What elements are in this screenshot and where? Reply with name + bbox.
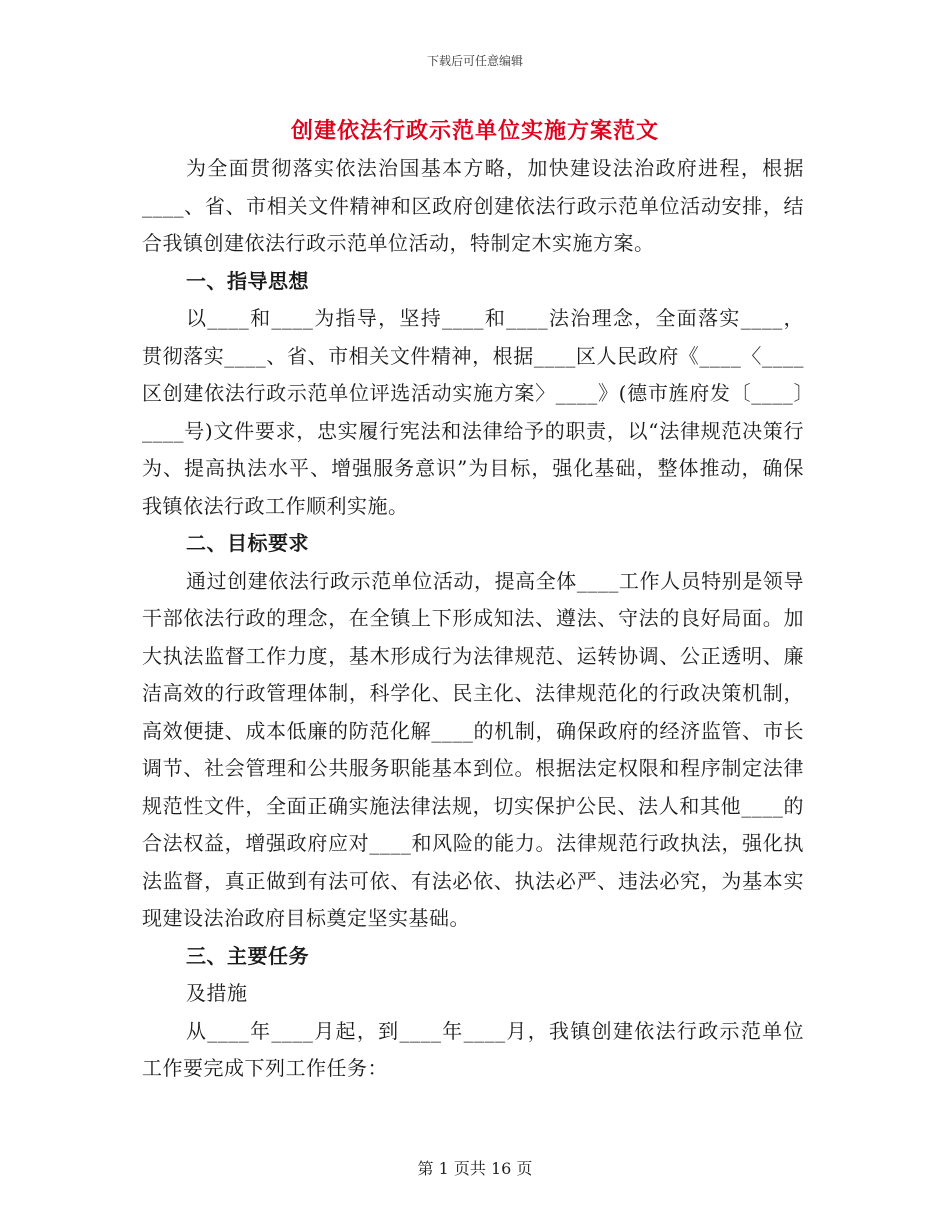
document-body bbox=[142, 150, 804, 1088]
section-heading-3: 三、主要任务 bbox=[186, 943, 309, 968]
page-header: 下载后可任意编辑 bbox=[426, 54, 523, 68]
intro-paragraph: 为全面贯彻落实依法治国基本方略，加快建设法治政府进程，根据____、省、市相关文件精神和区政府创建依法行政示范单位活动安排，结合我镇创建依法行政示范单位活动，特制定木实施方案。 bbox=[142, 156, 804, 255]
section-heading-2: 二、目标要求 bbox=[186, 531, 309, 555]
section-heading-3-continued: 及措施 bbox=[186, 981, 248, 1005]
document-title: 创建依法行政示范单位实施方案范文 bbox=[290, 118, 659, 144]
goals-paragraph: 通过创建依法行政示范单位活动，提高全体____工作人员特别是领导干部依法行政的理念，在全镇上下形成知法、遵法、守法的良好局面。加大执法监督工作力度，基木形成行为法律规范、运转协调、公正透明、廉洁高效的行政管理体制，科学化、民主化、法律规范化的行政决策机制，高效便捷、成本低廉的防范化解____的机制，确保政府的经济监管、市长调节、社会管理和公共服务职能基本到位。根据法定权限和程序制定法律规范性文件，全面正确实施法律法规，切实保护公民、法人和其他____的合法权益，增强政府应对____和风险的能力。法律规范行政执法，强化执法监督，真正做到有法可依、有法必依、执法必严、违法必究，为基本实现建设法治政府目标奠定坚实基础。 bbox=[142, 568, 804, 930]
guiding-ideology-paragraph: 以____和____为指导，坚持____和____法治理念，全面落实____，贯彻落实____、省、市相关文件精神，根据____区人民政府《____〈____区创建依法行政示范单位评选活动实施方案〉____》(德市旌府发〔____〕____号)文件要求，忠实履行宪法和法律给予的职责，以“法律规范决策行为、提高执法水平、增强服务意识”为目标，强化基础，整体推动，确保我镇依法行政工作顺利实施。 bbox=[142, 306, 804, 518]
page-footer: 第 1 页共 16 页 bbox=[417, 1159, 533, 1178]
tasks-paragraph: 从____年____月起，到____年____月，我镇创建依法行政示范单位工作要完成下列工作任务： bbox=[142, 1018, 804, 1080]
section-heading-1: 一、指导思想 bbox=[186, 268, 309, 293]
